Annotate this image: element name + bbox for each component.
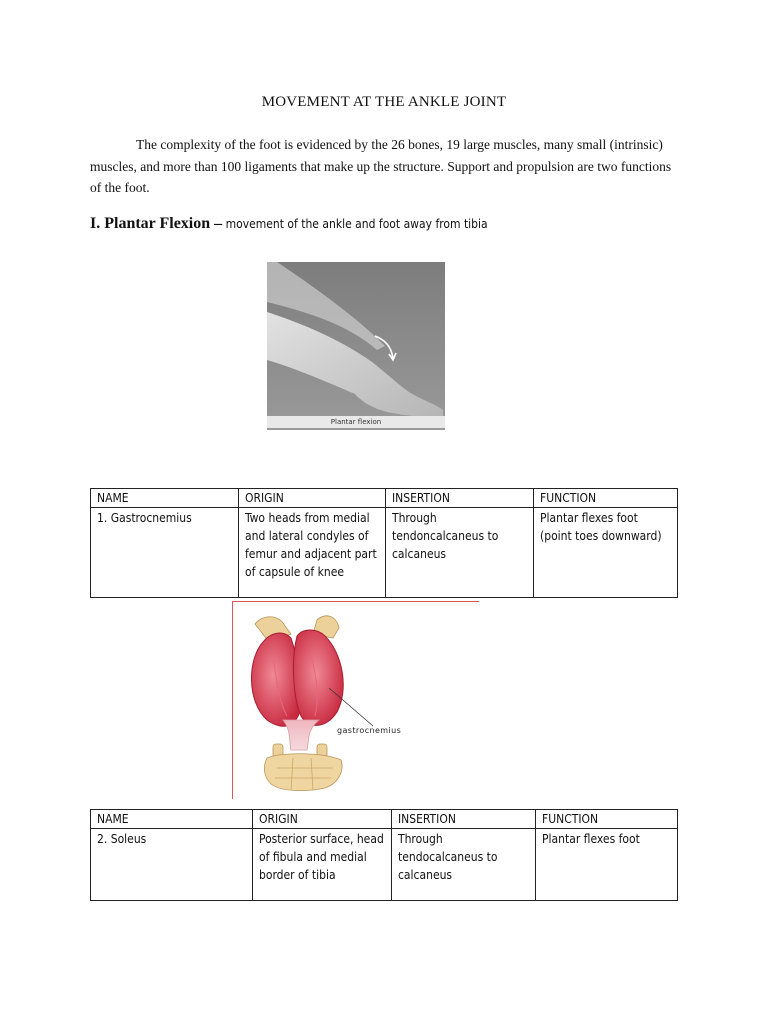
- header-function: FUNCTION: [534, 489, 678, 508]
- header-name: NAME: [91, 810, 253, 829]
- header-function: FUNCTION: [536, 810, 678, 829]
- table-header-row: [91, 489, 678, 508]
- header-insertion: INSERTION: [392, 810, 536, 829]
- header-origin: ORIGIN: [239, 489, 386, 508]
- gastrocnemius-label: gastrocnemius: [337, 726, 402, 735]
- muscle-illustration: [233, 602, 479, 799]
- gastrocnemius-diagram: [232, 601, 479, 799]
- cell-name: 1. Gastrocnemius: [91, 508, 239, 598]
- photo-caption: Plantar flexion: [267, 416, 445, 428]
- cell-name: 2. Soleus: [91, 829, 253, 901]
- table-row: [91, 829, 678, 901]
- intro-text: The complexity of the foot is evidenced by the 26 bones, 19 large muscles, many small (intrinsic) muscles, and more than 100 ligaments that make up the structure. Support and propulsion are two functions of the foot.: [90, 137, 672, 195]
- section-description: movement of the ankle and foot away from tibia: [222, 217, 488, 231]
- cell-insertion: Through tendoncalcaneus to calcaneus: [386, 508, 534, 598]
- header-name: NAME: [91, 489, 239, 508]
- section-plantar-flexion: [90, 215, 690, 233]
- leg-illustration: [267, 262, 445, 430]
- gastrocnemius-table: [90, 488, 678, 598]
- plantar-flexion-photo: [267, 262, 445, 430]
- intro-paragraph: [90, 134, 680, 199]
- cell-insertion: Through tendocalcaneus to calcaneus: [392, 829, 536, 901]
- cell-function: Plantar flexes foot (point toes downward): [534, 508, 678, 598]
- soleus-table: [90, 809, 678, 901]
- cell-origin: Posterior surface, head of fibula and medial border of tibia: [253, 829, 392, 901]
- cell-function: Plantar flexes foot: [536, 829, 678, 901]
- page-title: MOVEMENT AT THE ANKLE JOINT: [261, 94, 507, 110]
- section-heading: I. Plantar Flexion –: [90, 215, 223, 232]
- table-row: [91, 508, 678, 598]
- header-insertion: INSERTION: [386, 489, 534, 508]
- table-header-row: [91, 810, 678, 829]
- cell-origin: Two heads from medial and lateral condyles of femur and adjacent part of capsule of knee: [239, 508, 386, 598]
- header-origin: ORIGIN: [253, 810, 392, 829]
